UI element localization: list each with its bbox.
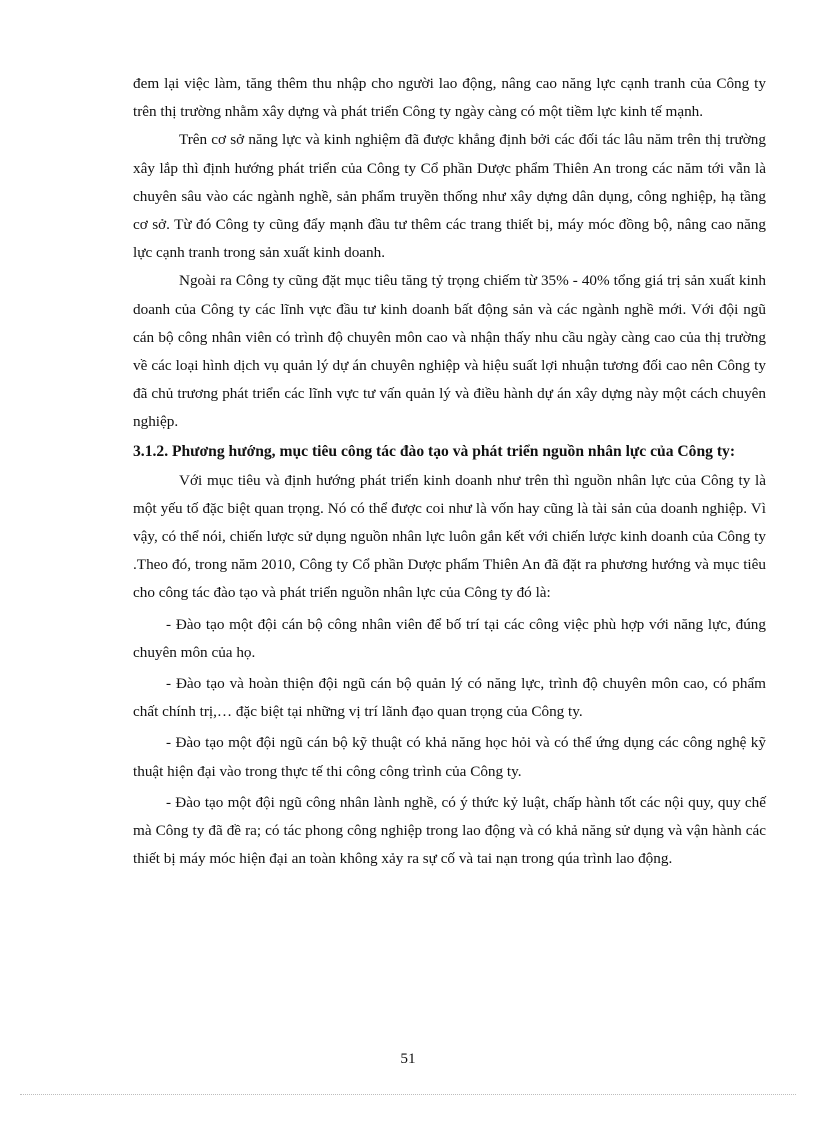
page-number: 51 <box>400 1050 416 1067</box>
section-heading: 3.1.2. Phương hướng, mục tiêu công tác đào tạo và phát triển nguồn nhân lực của Công ty: <box>133 442 736 460</box>
list-item: - Đào tạo một đội ngũ công nhân lành nghề, có ý thức kỷ luật, chấp hành tốt các nội quy, quy chế mà Công ty đã đề ra; có tác phong công nghiệp trong lao động và có khả năng sử dụng và vận hành các thiết bị máy móc hiện đại an toàn không xảy ra sự cố và tai nạn trong qúa trình lao động. <box>133 793 766 868</box>
paragraph-development-orientation: Trên cơ sở năng lực và kinh nghiệm đã được khẳng định bởi các đối tác lâu năm trên thị trường xây lắp thì định hướng phát triển của Công ty Cổ phần Dược phẩm Thiên An trong các năm tới vẫn là chuyên sâu vào các ngành nghề, sản phẩm truyền thống như xây dựng dân dụng, công nghiệp, hạ tầng cơ sở. Từ đó Công ty cũng đẩy mạnh đầu tư thêm các trang thiết bị, máy móc đồng bộ, nâng cao năng lực cạnh tranh trong sản xuất kinh doanh. <box>133 131 766 262</box>
paragraph-continuation: đem lại việc làm, tăng thêm thu nhập cho người lao động, nâng cao năng lực cạnh tranh của Công ty trên thị trường nhằm xây dựng và phát triển Công ty ngày càng có một tiềm lực kinh tế mạnh. <box>133 75 766 121</box>
footer-divider <box>20 1094 796 1095</box>
list-item: - Đào tạo một đội ngũ cán bộ kỹ thuật có khả năng học hỏi và có thể ứng dụng các công nghệ kỹ thuật hiện đại vào trong thực tế thi công công trình của Công ty. <box>133 734 766 780</box>
paragraph-real-estate-target: Ngoài ra Công ty cũng đặt mục tiêu tăng tỷ trọng chiếm từ 35% - 40% tổng giá trị sản xuất kinh doanh của Công ty các lĩnh vực đầu tư kinh doanh bất động sản và các ngành nghề mới. Với đội ngũ cán bộ công nhân viên có trình độ chuyên môn cao và nhận thấy nhu cầu ngày càng cao của thị trường về các loại hình dịch vụ quản lý dự án chuyên nghiệp và hiệu suất lợi nhuận tương đối cao nên Công ty đã chủ trương phát triển các lĩnh vực tư vấn quản lý và điều hành dự án xây dựng này một cách chuyên nghiệp. <box>133 272 766 431</box>
list-item: - Đào tạo một đội cán bộ công nhân viên để bố trí tại các công việc phù hợp với năng lực, đúng chuyên môn của họ. <box>133 615 766 661</box>
list-item: - Đào tạo và hoàn thiện đội ngũ cán bộ quản lý có năng lực, trình độ chuyên môn cao, có phẩm chất chính trị,… đặc biệt tại những vị trí lãnh đạo quan trọng của Công ty. <box>133 675 766 721</box>
paragraph-intro: Với mục tiêu và định hướng phát triển kinh doanh như trên thì nguồn nhân lực của Công ty là một yếu tố đặc biệt quan trọng. Nó có thể được coi như là vốn hay cũng là tài sản của doanh nghiệp. Vì vậy, có thể nói, chiến lược sử dụng nguồn nhân lực luôn gắn kết với chiến lược kinh doanh của Công ty .Theo đó, trong năm 2010, Công ty Cổ phần Dược phẩm Thiên An đã đặt ra phương hướng và mục tiêu cho công tác đào tạo và phát triển nguồn nhân lực của Công ty đó là: <box>133 471 766 602</box>
document-page <box>133 70 766 873</box>
